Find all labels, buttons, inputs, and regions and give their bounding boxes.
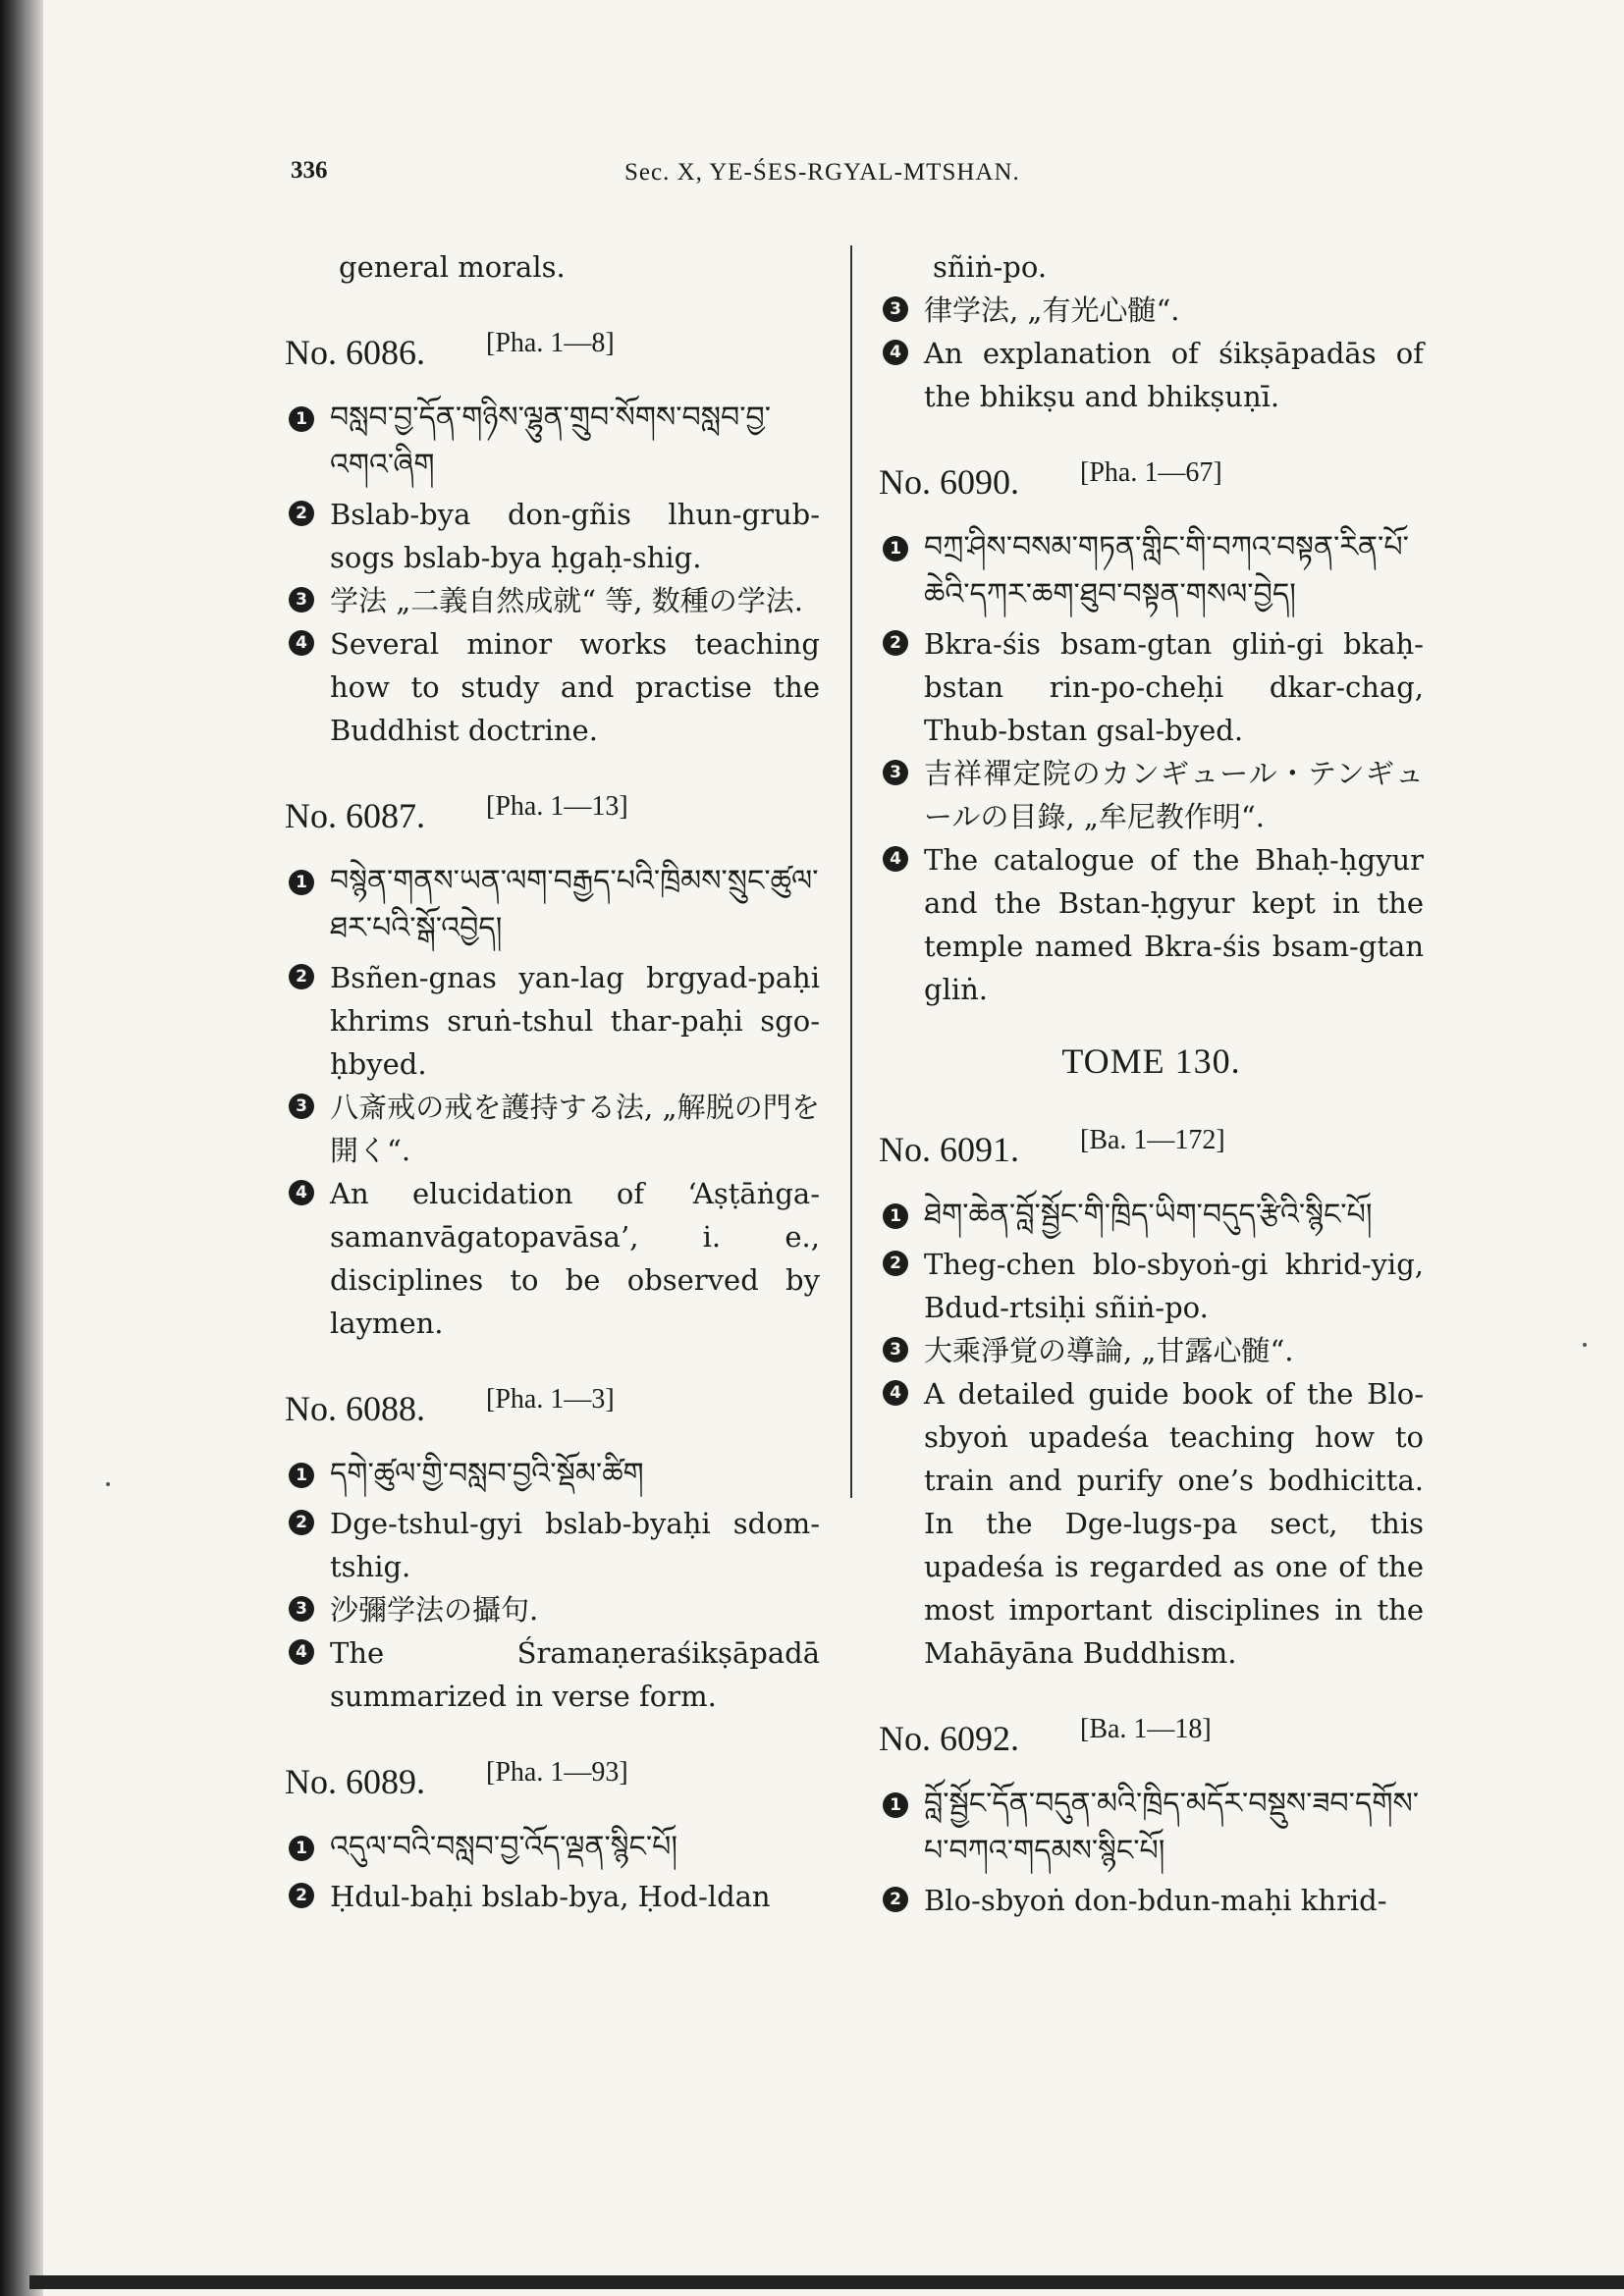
japanese-title <box>285 579 820 622</box>
transliterated-title <box>879 1243 1424 1329</box>
catalog-entry <box>285 326 820 752</box>
circled-numeral-marker: 2 <box>289 1883 314 1908</box>
entry-heading <box>879 1123 1424 1174</box>
paper-speck <box>1583 1343 1587 1347</box>
entry-number: No. 6087. <box>285 796 425 835</box>
entry-number: No. 6090. <box>879 462 1019 502</box>
japanese-title <box>285 1588 820 1631</box>
circled-numeral-marker: 1 <box>289 870 314 895</box>
english-description <box>285 622 820 752</box>
entry-reference: [Pha. 1—8] <box>486 328 615 358</box>
continuation-text: general morals. <box>339 250 566 284</box>
catalog-entry <box>285 1382 820 1718</box>
catalog-entry <box>879 455 1424 1011</box>
circled-numeral-marker: 1 <box>883 1792 908 1818</box>
right-column <box>879 245 1424 1922</box>
item-text: The catalogue of the Bhaḥ-ḥgyur and the Bstan-ḥgyur kept in the temple named Bkra-śis bsam-gtan gliṅ. <box>924 843 1424 1006</box>
tibetan-title <box>879 1781 1424 1875</box>
tibetan-text: བསླབ་བྱ་དོན་གཉིས་ལྷུན་གྲུབ་སོགས་བསླབ་བྱ་འགའ་ཞིག <box>330 400 772 482</box>
tibetan-text: འདུལ་བའི་བསླབ་བྱ་འོད་ལྡན་སྙིང་པོ། <box>330 1830 678 1864</box>
circled-numeral-marker: 4 <box>883 1380 908 1406</box>
binding-shadow <box>0 0 43 2296</box>
catalog-entry <box>879 1123 1424 1675</box>
circled-numeral-marker: 2 <box>289 1510 314 1535</box>
english-description <box>285 1172 820 1345</box>
circled-numeral-marker: 2 <box>289 964 314 989</box>
tibetan-title <box>285 858 820 952</box>
item-text: Bsñen-gnas yan-lag brgyad-paḥi khrims sruṅ-tshul thar-paḥi sgo-ḥbyed. <box>330 961 820 1081</box>
circled-numeral-marker: 1 <box>289 1463 314 1488</box>
entry-reference: [Ba. 1—172] <box>1080 1125 1225 1155</box>
item-text: 八斎戒の戒を護持する法, „解脱の門を開く“. <box>330 1091 820 1167</box>
japanese-title <box>879 1329 1424 1372</box>
tibetan-text: བསྙེན་གནས་ཡན་ལག་བརྒྱད་པའི་ཁྲིམས་སྲུང་ཚུལ་ཐར་པའི་སྒོ་འབྱེད། <box>330 864 819 945</box>
catalog-entry <box>285 789 820 1345</box>
english-description <box>879 838 1424 1011</box>
entry-reference: [Ba. 1—18] <box>1080 1714 1212 1744</box>
entry-reference: [Pha. 1—67] <box>1080 457 1222 488</box>
item-text: An explanation of śikṣāpadās of the bhikṣu and bhikṣuṇī. <box>924 337 1424 413</box>
circled-numeral-marker: 2 <box>883 630 908 656</box>
circled-numeral-marker: 4 <box>289 1639 314 1665</box>
transliterated-title <box>285 1502 820 1588</box>
japanese-title <box>879 289 1424 332</box>
running-head: Sec. X, YE-ŚES-RGYAL-MTSHAN. <box>624 159 1020 186</box>
entry-heading <box>285 789 820 840</box>
circled-numeral-marker: 4 <box>289 630 314 656</box>
item-text: Ḥdul-baḥi bslab-bya, Ḥod-ldan <box>330 1880 771 1913</box>
entry-number: No. 6089. <box>285 1762 425 1801</box>
circled-numeral-marker: 2 <box>883 1251 908 1276</box>
circled-numeral-marker: 4 <box>289 1180 314 1205</box>
tibetan-title <box>285 395 820 489</box>
entry-reference: [Pha. 1—13] <box>486 791 628 822</box>
paper-speck <box>106 1482 110 1486</box>
circled-numeral-marker: 3 <box>883 1337 908 1362</box>
tibetan-text: བློ་སྦྱོང་དོན་བདུན་མའི་ཁྲིད་མདོར་བསྡུས་ཟབ་དགོས་པ་བཀའ་གདམས་སྙིང་པོ། <box>924 1787 1419 1868</box>
catalog-entry <box>285 1755 820 1918</box>
item-text: Bslab-bya don-gñis lhun-grub-sogs bslab-bya ḥgaḥ-shig. <box>330 498 820 574</box>
entry-heading <box>285 326 820 377</box>
english-description <box>879 1372 1424 1675</box>
continuation-text: sñiṅ-po. <box>933 250 1048 284</box>
item-text: 大乘淨覚の導論, „甘露心髄“. <box>924 1334 1294 1367</box>
transliterated-title <box>285 493 820 579</box>
japanese-title <box>285 1086 820 1172</box>
transliterated-title <box>879 622 1424 752</box>
tibetan-text: བཀྲ་ཤིས་བསམ་གཏན་གླིང་གི་བཀའ་བསྟན་རིན་པོ་ཆེའི་དཀར་ཆག་ཐུབ་བསྟན་གསལ་བྱེད། <box>924 530 1409 612</box>
tibetan-title <box>879 1192 1424 1239</box>
item-text: 吉祥禪定院のカンギュール・テンギュールの目錄, „牟尼教作明“. <box>924 757 1424 833</box>
circled-numeral-marker: 1 <box>289 406 314 432</box>
circled-numeral-marker: 2 <box>883 1887 908 1912</box>
circled-numeral-marker: 3 <box>289 1596 314 1622</box>
item-text: 学法 „二義自然成就“ 等, 数種の学法. <box>330 584 803 617</box>
tome-heading: TOME 130. <box>1061 1041 1241 1081</box>
item-text: An elucidation of ‘Aṣṭāṅga-samanvāgatopavāsa’, i. e., disciplines to be observed by laymen. <box>330 1177 820 1340</box>
entry-heading <box>285 1755 820 1806</box>
transliterated-title <box>285 1875 820 1918</box>
japanese-title <box>879 752 1424 838</box>
english-description <box>879 332 1424 418</box>
item-text: Bkra-śis bsam-gtan gliṅ-gi bkaḥ-bstan rin-po-cheḥi dkar-chag, Thub-bstan gsal-byed. <box>924 627 1424 747</box>
circled-numeral-marker: 3 <box>883 760 908 785</box>
entry-number: No. 6088. <box>285 1389 425 1428</box>
circled-numeral-marker: 4 <box>883 846 908 872</box>
transliterated-title <box>879 1879 1424 1922</box>
circled-numeral-marker: 1 <box>289 1836 314 1861</box>
item-text: 沙彌学法の攝句. <box>330 1593 539 1627</box>
page-number: 336 <box>291 157 328 184</box>
entry-reference: [Pha. 1—93] <box>486 1757 628 1788</box>
entry-heading <box>285 1382 820 1433</box>
item-text: Blo-sbyoṅ don-bdun-maḥi khrid- <box>924 1884 1387 1917</box>
english-description <box>285 1631 820 1718</box>
circled-numeral-marker: 3 <box>289 1094 314 1119</box>
tibetan-text: དགེ་ཚུལ་གྱི་བསླབ་བྱའི་སྡོམ་ཚིག <box>330 1457 644 1491</box>
circled-numeral-marker: 2 <box>289 501 314 526</box>
item-text: Several minor works teaching how to study and practise the Buddhist doctrine. <box>330 627 820 747</box>
entry-heading <box>879 1712 1424 1763</box>
entry-heading <box>879 455 1424 507</box>
circled-numeral-marker: 1 <box>883 536 908 561</box>
circled-numeral-marker: 4 <box>883 340 908 365</box>
page-header <box>291 157 1329 196</box>
entry-number: No. 6086. <box>285 333 425 372</box>
item-text: 律学法, „有光心髄“. <box>924 294 1180 327</box>
tibetan-title <box>285 1824 820 1871</box>
item-text: The Śramaṇeraśikṣāpadā summarized in verse form. <box>330 1636 820 1713</box>
tibetan-title <box>285 1451 820 1498</box>
column-divider <box>850 245 852 1498</box>
circled-numeral-marker: 3 <box>883 296 908 322</box>
circled-numeral-marker: 3 <box>289 587 314 613</box>
entry-reference: [Pha. 1—3] <box>486 1384 615 1415</box>
transliterated-title <box>285 956 820 1086</box>
entry-number: No. 6091. <box>879 1130 1019 1169</box>
left-column <box>285 245 820 1918</box>
page-bottom-edge <box>29 2275 1624 2289</box>
circled-numeral-marker: 1 <box>883 1203 908 1229</box>
tibetan-title <box>879 524 1424 618</box>
item-text: A detailed guide book of the Blo-sbyoṅ upadeśa teaching how to train and purify one’s bodhicitta. In the Dge-lugs-pa sect, this upadeśa is regarded as one of the most important disciplines in the Mahāyāna Buddhism. <box>924 1377 1424 1670</box>
item-text: Dge-tshul-gyi bslab-byaḥi sdom-tshig. <box>330 1507 820 1583</box>
entry-number: No. 6092. <box>879 1719 1019 1758</box>
item-text: Theg-chen blo-sbyoṅ-gi khrid-yig, Bdud-rtsiḥi sñiṅ-po. <box>924 1248 1424 1324</box>
tibetan-text: ཐེག་ཆེན་བློ་སྦྱོང་གི་ཁྲིད་ཡིག་བདུད་རྩིའི་སྙིང་པོ། <box>924 1198 1373 1232</box>
catalog-entry <box>879 1712 1424 1922</box>
